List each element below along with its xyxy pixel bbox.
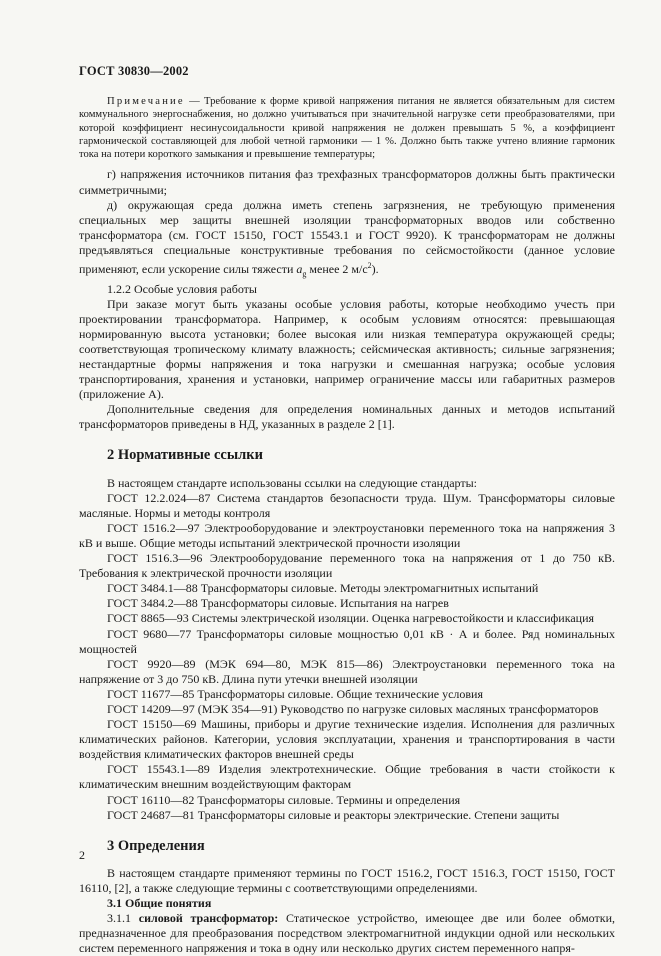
reference-item: ГОСТ 16110—82 Трансформаторы силовые. Термины и определения [107, 792, 461, 807]
reference-item: ГОСТ 3484.1—88 Трансформаторы силовые. Методы электромагнитных испытаний [107, 581, 539, 596]
reference-item: ГОСТ 24687—81 Трансформаторы силовые и реакторы электрические. Степени защиты [107, 807, 560, 822]
reference-item: ГОСТ 12.2.024—87 Система стандартов безопасности труда. Шум. Трансформаторы силовые масляные. Нормы и методы контроля [79, 490, 615, 520]
reference-item: ГОСТ 11677—85 Трансформаторы силовые. Общие технические условия [107, 686, 483, 701]
reference-item: ГОСТ 1516.3—96 Электрооборудование переменного тока на напряжения от 1 до 750 кВ. Требования к электрической прочности изоляции [79, 551, 615, 581]
page-content [79, 95, 615, 956]
note-label: Примечание [107, 96, 185, 107]
subsection-1-2-2: 1.2.2 Особые условия работы [107, 281, 257, 296]
subsection-3-1-title: 3.1 Общие понятия [107, 896, 212, 910]
reference-item: ГОСТ 9920—89 (МЭК 694—80, МЭК 815—86) Электроустановки переменного тока на напряжение от 3 до 750 кВ. Длина пути утечки внешней изоляции [79, 656, 615, 686]
section-3-title: 3 Определения [107, 837, 205, 854]
reference-item: ГОСТ 1516.2—97 Электрооборудование и электроустановки переменного тока на напряжения 3 кВ и выше. Общие методы испытаний электрической прочности изоляции [79, 520, 615, 550]
section-2-intro: В настоящем стандарте использованы ссылки на следующие стандарты: [107, 475, 478, 490]
reference-item: ГОСТ 8865—93 Системы электрической изоляции. Оценка нагревостойкости и классификация [107, 611, 595, 626]
document-header: ГОСТ 30830—2002 [79, 64, 189, 78]
reference-item: ГОСТ 15543.1—89 Изделия электротехнические. Общие требования в части стойкости к климатическим внешним воздействующим факторам [79, 762, 615, 792]
paragraph-additional-info: Дополнительные сведения для определения номинальных данных и методов испытаний трансформаторов приведены в НД, указанных в разделе 2 [1]. [79, 402, 615, 432]
definition-term: силовой трансформатор: [138, 911, 279, 926]
section-3-intro: В настоящем стандарте применяют термины по ГОСТ 1516.2, ГОСТ 1516.3, ГОСТ 15150, ГОСТ 16110, [2], а также следующие термины с соответствующими определениями. [79, 865, 615, 895]
reference-item: ГОСТ 15150—69 Машины, приборы и другие технические изделия. Исполнения для различных климатических районов. Категории, условия эксплуатации, хранения и транспортирования в части воздействия климатических факторов внешней среды [79, 717, 615, 762]
page-number: 2 [79, 848, 85, 862]
note-text: — Требование к форме кривой напряжения питания не является обязательным для систем коммунального энергоснабжения, но должно учитываться при значительной нагрузке сети преобразователями, при которой коэффициент несинусоидальности кривой напряжения не должен превышать 5 %, а коэффициент гармонической составляющей для любой четной гармоники — 1 %. Должно быть также учтено влияние гармоник тока на потери короткого замыкания и превышение температуры; [79, 96, 615, 161]
note-paragraph [79, 95, 615, 161]
reference-item: ГОСТ 14209—97 (МЭК 354—91) Руководство по нагрузке силовых масляных трансформаторов [107, 701, 599, 716]
paragraph-special-conditions: При заказе могут быть указаны особые условия работы, которые необходимо учесть при проектировании трансформатора. Например, к особым условиям относятся: превышающая нормированную высота установки; более высокая или низкая температура окружающей среды; соответствующая тропическому климату влажность; сейсмическая активность; сильные загрязнения; нестандартные формы напряжения и тока нагрузки и смешанная нагрузка; особые условия транспортирования, хранения и установки, например ограничение массы или габаритных размеров (приложение А). [79, 296, 615, 402]
definition-3-1-1: 3.1.1 силовой трансформатор: Статическое устройство, имеющее две или более обмотки, предназначенное для преобразования посредством электромагнитной индукции одной или нескольких систем переменного напряжения и тока в одну или несколько других систем переменного напря- [79, 911, 616, 956]
item-d: д) окружающая среда должна иметь степень загрязнения, не требующую применения специальных мер защиты внешней изоляции трансформаторных вводов или собственно трансформатора (см. ГОСТ 15150, ГОСТ 15543.1 и ГОСТ 9920). К трансформаторам не должны предъявляться специальные конструктивные требования по сейсмостойкости (данное условие применяют, если ускорение силы тяжести $a_g$ менее 2 $м/с^2$). [79, 197, 615, 279]
section-2-title: 2 Нормативные ссылки [107, 447, 263, 464]
reference-item: ГОСТ 9680—77 Трансформаторы силовые мощностью 0,01 кВ · А и более. Ряд номинальных мощностей [79, 626, 615, 656]
reference-item: ГОСТ 3484.2—88 Трансформаторы силовые. Испытания на нагрев [107, 596, 449, 611]
item-g: г) напряжения источников питания фаз трехфазных трансформаторов должны быть практически симметричными; [79, 167, 615, 197]
